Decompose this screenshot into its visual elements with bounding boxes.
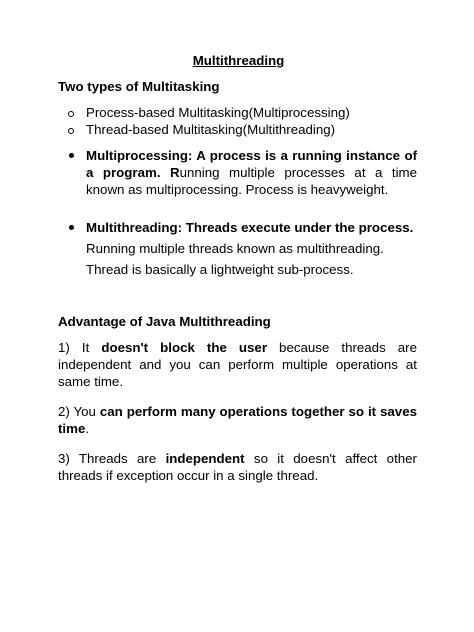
advantage-text: 1) It [58,340,102,355]
advantage-text: because threads are independent and you can perform multiple operations at same time. [58,340,417,389]
bullet-icon [69,153,74,158]
advantage-paragraph [58,450,417,484]
advantage-text: 2) You [58,404,100,419]
definition-bold-text: Multiprocessing: A process is a running instance of a program. R [86,148,417,180]
advantage-paragraph [58,403,417,437]
list-item-text: Process-based Multitasking(Multiprocessing) [86,105,350,120]
section-heading-advantages: Advantage of Java Multithreading [58,314,271,329]
list-item-text: Thread-based Multitasking(Multithreading) [86,122,336,137]
advantage-bold-text: can perform many operations together so it saves time [58,404,417,436]
advantage-bold-text: independent [165,451,245,466]
hollow-bullet-icon [68,111,74,117]
advantage-bold-text: doesn't block the user [101,340,267,355]
document-page [58,52,417,497]
advantage-text: . [85,421,90,436]
document-title: Multithreading [192,53,285,68]
definition-multiprocessing [58,147,417,198]
definition-text-line: Thread is basically a lightweight sub-process. [86,262,354,277]
section-heading-multitasking-types: Two types of Multitasking [58,79,220,94]
definition-text-line: Running multiple threads known as multithreading. [86,241,384,256]
advantage-text: 3) Threads are [58,451,166,466]
definition-bold-text: Multithreading: Threads execute under the process. [86,220,414,235]
definition-multithreading [58,219,417,278]
advantage-paragraph [58,339,417,390]
advantage-text: so it doesn't affect other threads if exception occur in a single thread. [58,451,417,483]
definition-text: unning multiple processes at a time known as multiprocessing. Process is heavyweight. [86,165,417,197]
bullet-icon [69,225,74,230]
definitions-list [58,147,417,278]
list-item [58,104,417,121]
list-item [58,121,417,138]
multitasking-types-list [58,104,417,138]
hollow-bullet-icon [68,128,74,134]
